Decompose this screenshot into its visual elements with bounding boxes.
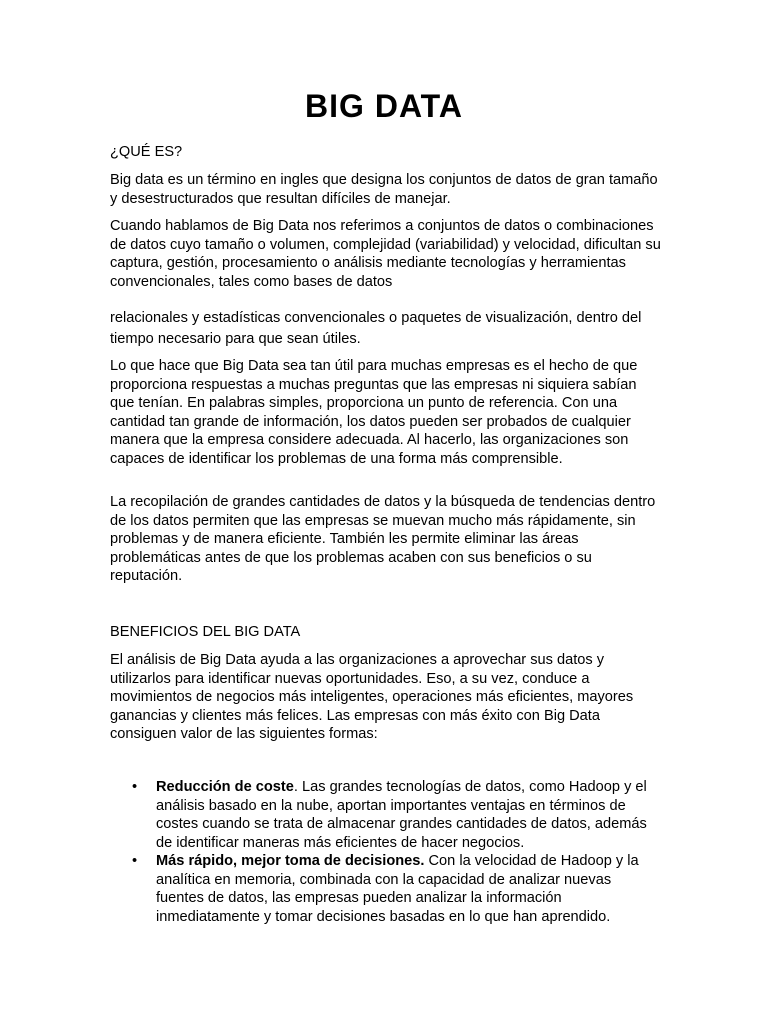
paragraph-benefits-intro: El análisis de Big Data ayuda a las organizaciones a aprovechar sus datos y utilizarlos para identificar nuevas oportunidades. Eso, a su vez, conduce a movimientos de negocios más inteligentes, operaciones más eficientes, mayores ganancias y clientes más felices. Las empresas con más éxito con Big Data consiguen valor de las siguientes formas:	[110, 652, 634, 742]
bullet-marker: •	[132, 853, 138, 869]
paragraph-trends: La recopilación de grandes cantidades de datos y la búsqueda de tendencias dentro de los datos permiten que las empresas se muevan mucho más rápidamente, sin problemas y de manera eficiente. También les permite eliminar las áreas problemáticas antes de que los problemas acaben con sus beneficios o su reputación.	[110, 494, 656, 584]
document-title: BIG DATA	[305, 88, 463, 124]
section-heading-beneficios: BENEFICIOS DEL BIG DATA	[110, 624, 301, 640]
list-item	[110, 778, 662, 852]
paragraph-big-data-meaning-continued: relacionales y estadísticas convencionales o paquetes de visualización, dentro del tiempo necesario para que sean útiles.	[110, 310, 642, 347]
bullet-body-text: Con la velocidad de Hadoop y la analítica en memoria, combinada con la capacidad de analizar nuevas fuentes de datos, las empresas pueden analizar la información inmediatamente y tomar decisiones basadas en lo que han aprendido.	[156, 853, 639, 925]
benefits-list	[110, 778, 662, 926]
paragraph-big-data-meaning: Cuando hablamos de Big Data nos referimos a conjuntos de datos o combinaciones de datos cuyo tamaño o volumen, complejidad (variabilidad) y velocidad, dificultan su captura, gestión, procesamiento o análisis mediante tecnologías y herramientas convencionales, tales como bases de datos	[110, 218, 661, 290]
paragraph-definition: Big data es un término en ingles que designa los conjuntos de datos de gran tamaño y desestructurados que resultan difíciles de manejar.	[110, 172, 658, 207]
list-item	[110, 852, 662, 926]
section-heading-que-es: ¿QUÉ ES?	[110, 144, 183, 160]
bullet-lead-text: Reducción de coste	[156, 779, 294, 795]
bullet-lead-text: Más rápido, mejor toma de decisiones.	[156, 853, 425, 869]
bullet-marker: •	[132, 779, 138, 795]
paragraph-usefulness: Lo que hace que Big Data sea tan útil para muchas empresas es el hecho de que proporciona respuestas a muchas preguntas que las empresas ni siquiera sabían que tenían. En palabras simples, proporciona un punto de referencia. Con una cantidad tan grande de información, los datos pueden ser probados de cualquier manera que la empresa considere adecuada. Al hacerlo, las organizaciones son capaces de identificar los problemas de una forma más comprensible.	[110, 358, 638, 467]
bullet-body-text: . Las grandes tecnologías de datos, como Hadoop y el análisis basado en la nube, aportan importantes ventajas en términos de costes cuando se trata de almacenar grandes cantidades de datos, además de identificar maneras más eficientes de hacer negocios.	[156, 779, 647, 851]
